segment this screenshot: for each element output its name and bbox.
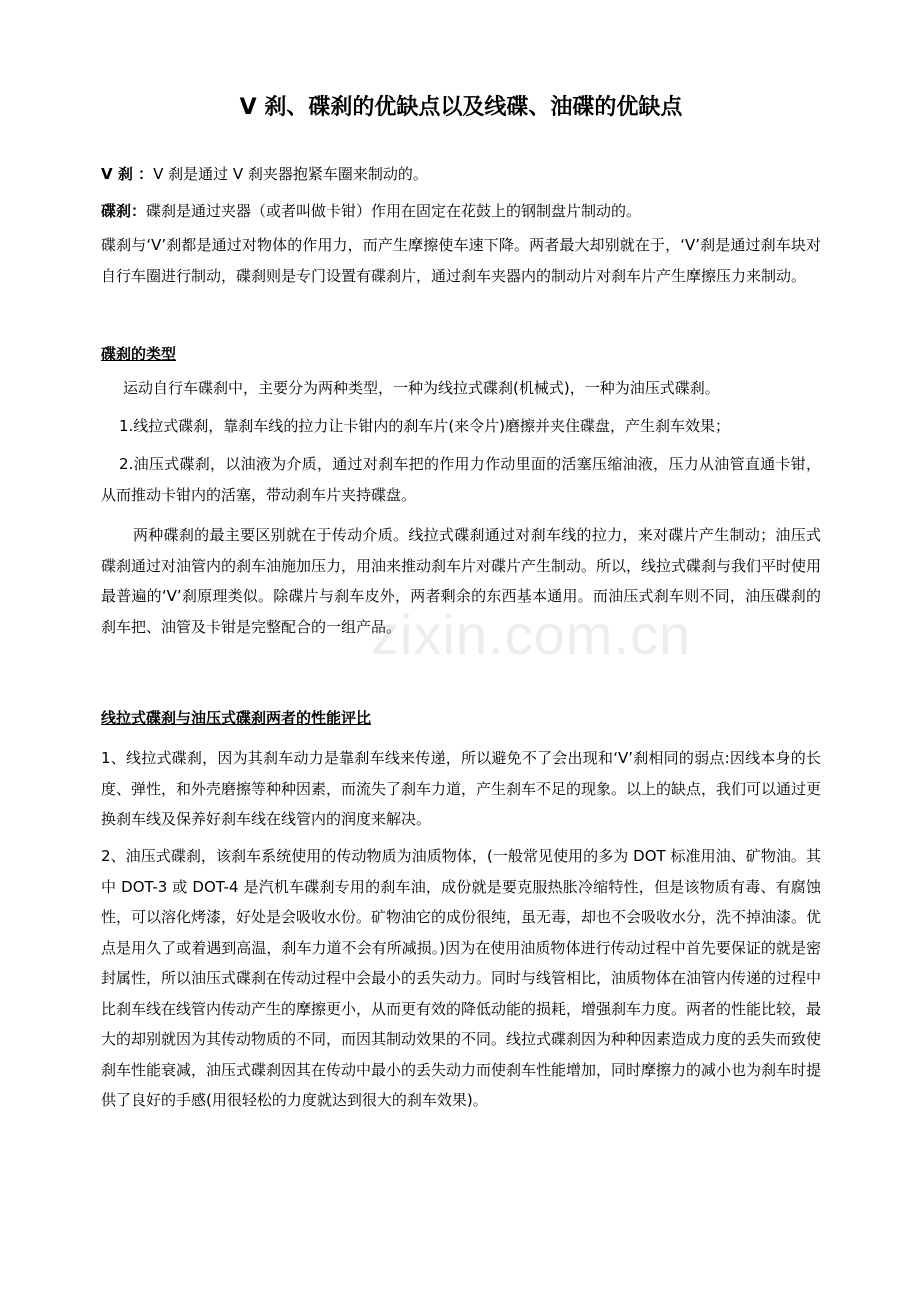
cable-disc-paragraph: 1.线拉式碟刹，靠刹车线的拉力让卡钳内的刹车片(来令片)磨擦并夹住碟盘，产生刹车效果； <box>119 417 731 435</box>
disc-difference-paragraph: 两种碟刹的最主要区别就在于传动介质。线拉式碟刹通过对刹车线的拉力，来对碟片产生制动；油压式碟刹通过对油管内的刹车油施加压力，用油来推动刹车片对碟片产生制动。所以，线拉式碟刹与我们平时使用最普遍的‘V’刹原理类似。除碟片与刹车皮外，两者剩余的东西基本通用。而油压式刹车则不同，油压碟刹的刹车把、油管及卡钳是完整配合的一组产品。 <box>101 526 822 636</box>
performance-point-2: 2、油压式碟刹，该刹车系统使用的传动物质为油质物体，(一般常见使用的多为 DOT 标准用油、矿物油。其中 DOT-3 或 DOT-4 是汽机车碟刹专用的刹车油，成份就是要克服热胀冷缩特性，但是该物质有毒、有腐蚀性，可以溶化烤漆，好处是会吸收水份。矿物油它的成份很纯，虽无毒，却也不会吸收水分，洗不掉油漆。优点是用久了或着遇到高温，刹车力道不会有所减损。)因为在使用油质物体进行传动过程中首先要保证的就是密封属性，所以油压式碟刹在传动过程中会最小的丢失动力。同时与线管相比，油质物体在油管内传递的过程中比刹车线在线管内传动产生的摩擦更小，从而更有效的降低动能的损耗，增强刹车力度。两者的性能比较，最大的却别就因为其传动物质的不同，而因其制动效果的不同。线拉式碟刹因为种种因素造成力度的丢失而致使刹车性能衰减，油压式碟刹因其在传动中最小的丢失动力而使刹车性能增加，同时摩擦力的减小也为刹车时提供了良好的手感(用很轻松的力度就达到很大的刹车效果)。 <box>101 847 822 1109</box>
disc-brake-definition <box>101 196 821 227</box>
hydraulic-disc-paragraph: 2.油压式碟刹，以油液为介质，通过对刹车把的作用力作动里面的活塞压缩油液，压力从油管直通卡钳，从而推动卡钳内的活塞，带动刹车片夹持碟盘。 <box>101 455 821 504</box>
disc-brake-label: 碟刹： <box>101 202 147 220</box>
performance-point-1: 1、线拉式碟刹，因为其刹车动力是靠刹车线来传递，所以避免不了会出现和‘V’刹相同的弱点:因线本身的长度、弹性，和外壳磨擦等种种因素，而流失了刹车力道，产生刹车不足的现象。以上的缺点，我们可以通过更换刹车线及保养好刹车线在线管内的润度来解决。 <box>101 749 822 828</box>
v-brake-definition <box>101 159 821 190</box>
section-heading-performance: 线拉式碟刹与油压式碟刹两者的性能评比 <box>101 709 372 727</box>
section-heading-disc-types: 碟刹的类型 <box>101 345 177 363</box>
disc-brake-text: 碟刹是通过夹器（或者叫做卡钳）作用在固定在花鼓上的钢制盘片制动的。 <box>146 202 642 220</box>
disc-types-intro: 运动自行车碟刹中，主要分为两种类型，一种为线拉式碟刹(机械式)，一种为油压式碟刹。 <box>123 379 720 397</box>
v-brake-text: V 刹是通过 V 刹夹器抱紧车圈来制动的。 <box>153 165 428 183</box>
document-title: V 刹、碟刹的优缺点以及线碟、油碟的优缺点 <box>239 95 683 120</box>
brake-comparison-paragraph: 碟刹与‘V’刹都是通过对物体的作用力，而产生摩擦使车速下降。两者最大却别就在于，‘V’刹是通过刹车块对自行车圈进行制动，碟刹则是专门设置有碟刹片，通过刹车夹器内的制动片对刹车片产生摩擦压力来制动。 <box>101 236 821 285</box>
v-brake-label: V 刹 ： <box>101 165 154 183</box>
watermark-text: zixin.com.cn <box>371 603 692 666</box>
